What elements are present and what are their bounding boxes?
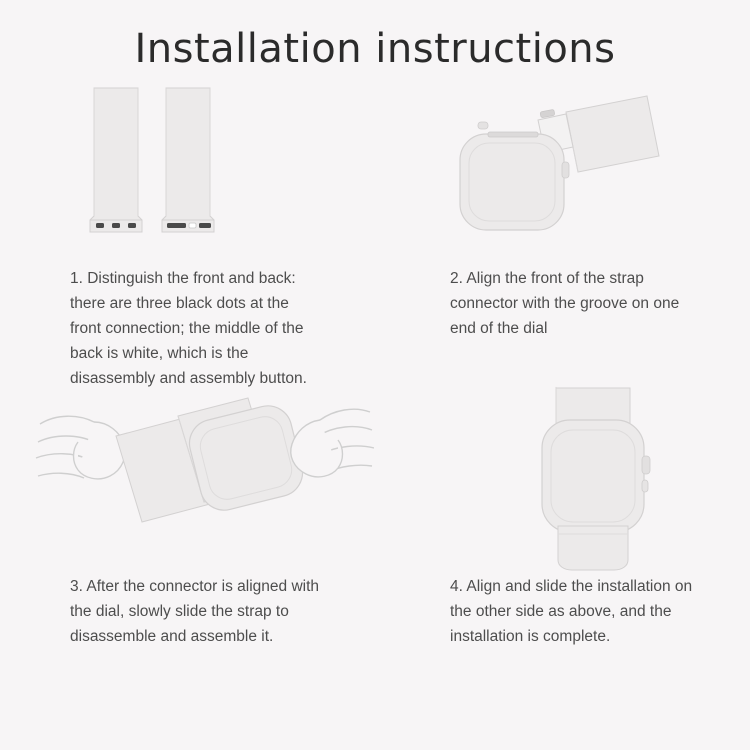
step-4-caption: 4. Align and slide the installation on the other side as above, and the installation is complete.: [450, 578, 693, 645]
step-1: [0, 84, 408, 387]
assembled-watch-illustration: [442, 384, 750, 560]
step-2: [408, 84, 750, 384]
step-2-caption: 2. Align the front of the strap connector with the groove on one end of the dial: [450, 270, 680, 337]
page-title: Installation instructions: [134, 26, 616, 72]
step-3-caption: 3. After the connector is aligned with the dial, slowly slide the strap to disassemble and assemble it.: [70, 578, 320, 645]
steps-grid: [0, 84, 750, 684]
watch-case-with-strap-connector-illustration: [442, 84, 750, 260]
two-strap-ends-illustration: [34, 84, 374, 260]
step-1-caption: 1. Distinguish the front and back: there are three black dots at the front connection; the middle of the back is white, which is the disassembly and assembly button.: [70, 270, 307, 387]
step-3: [0, 384, 408, 684]
hands-sliding-strap-illustration: [34, 384, 374, 560]
step-4: [408, 384, 750, 684]
